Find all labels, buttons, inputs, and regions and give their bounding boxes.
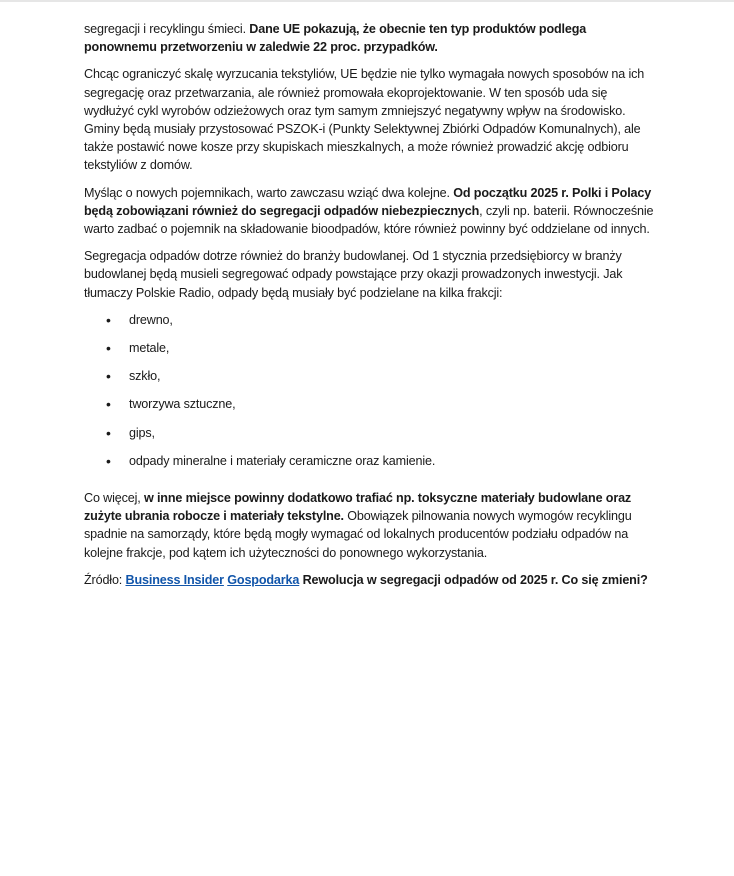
list-item [84, 395, 654, 423]
bullet-icon: • [106, 340, 111, 357]
source-article-title: Rewolucja w segregacji odpadów od 2025 r. Co się zmieni? [302, 572, 648, 587]
paragraph-bold-text: Od początku 2025 r. Polki i Polacy będą zobowiązani również do segregacji odpadów niebezpiecznych [84, 185, 652, 218]
list-item-text: odpady mineralne i materiały ceramiczne oraz kamienie. [129, 453, 436, 468]
paragraph-text: Obowiązek pilnowania nowych wymogów recyklingu spadnie na samorządy, które będą mogły wymagać od lokalnych producentów podziału odpadów na kolejne frakcje, pod kątem ich użyteczności do ponownego wykorzystania. [84, 509, 632, 560]
paragraph-textiles [84, 65, 654, 174]
fractions-list [84, 311, 654, 480]
paragraph-text: segregacji i recyklingu śmieci. [84, 22, 250, 36]
list-item-text: szkło, [129, 369, 161, 384]
paragraph-text: , czyli np. baterii. Równocześnie warto zadbać o pojemnik na składowanie bioodpadów, które również powinny być oddzielane od innych. [84, 203, 654, 237]
source-line [84, 571, 654, 589]
paragraph-text: Co więcej, [84, 490, 144, 505]
paragraph-text: Chcąc ograniczyć skalę wyrzucania tekstyliów, UE będzie nie tylko wymagała nowych sposobów na ich segregację oraz przetwarzania, ale również promowała ekoprojektowanie. W ten sposób uda się wydłużyć cykl wyrobów odzieżowych oraz tym samym zmniejszyć negatywny wpływ na środowisko. Gminy będą musiały przystosować PSZOK-i (Punkty Selektywnej Zbiórki Odpadów Komunalnych), ale także postawić nowe kosze przy skupiskach mieszkalnych, a może również prowadzić akcję odbioru tekstyliów z domów. [84, 67, 645, 173]
paragraph-text: Myśląc o nowych pojemnikach, warto zawczasu wziąć dwa kolejne. [84, 185, 454, 200]
document-body [84, 20, 654, 598]
bullet-icon: • [106, 368, 111, 385]
paragraph-bold-text: Dane UE pokazują, że obecnie ten typ produktów podlega ponownemu przetworzeniu w zaledwie 22 proc. przypadków. [84, 22, 587, 55]
list-item-text: gips, [129, 425, 155, 440]
paragraph-recycling-stats [84, 20, 654, 56]
page-top-border [0, 0, 734, 2]
paragraph-text: Segregacja odpadów dotrze również do branży budowlanej. Od 1 stycznia przedsiębiorcy w branży budowlanej będą musieli segregować odpady powstające przy okazji prowadzonych inwestycji. Jak tłumaczy Polskie Radio, odpady będą musiały być podzielane na kilka frakcji: [84, 249, 623, 300]
list-item [84, 367, 654, 395]
bullet-icon: • [106, 311, 111, 328]
source-link-business-insider[interactable]: Business Insider [125, 572, 224, 587]
bullet-icon: • [106, 452, 111, 469]
bullet-icon: • [106, 424, 111, 441]
source-link-gospodarka[interactable]: Gospodarka [227, 572, 300, 587]
paragraph-municipal-duties [84, 489, 654, 562]
bullet-icon: • [106, 396, 111, 413]
source-label: Źródło: [84, 572, 126, 587]
list-item [84, 452, 654, 480]
list-item-text: drewno, [129, 312, 173, 327]
list-item [84, 339, 654, 367]
paragraph-construction [84, 247, 654, 302]
list-item-text: tworzywa sztuczne, [129, 397, 236, 412]
paragraph-bold-text: w inne miejsce powinny dodatkowo trafiać np. toksyczne materiały budowlane oraz zużyte ubrania robocze i materiały tekstylne. [84, 490, 632, 524]
list-item [84, 424, 654, 452]
list-item [84, 311, 654, 339]
paragraph-hazardous-waste [84, 184, 654, 239]
list-item-text: metale, [129, 341, 170, 356]
